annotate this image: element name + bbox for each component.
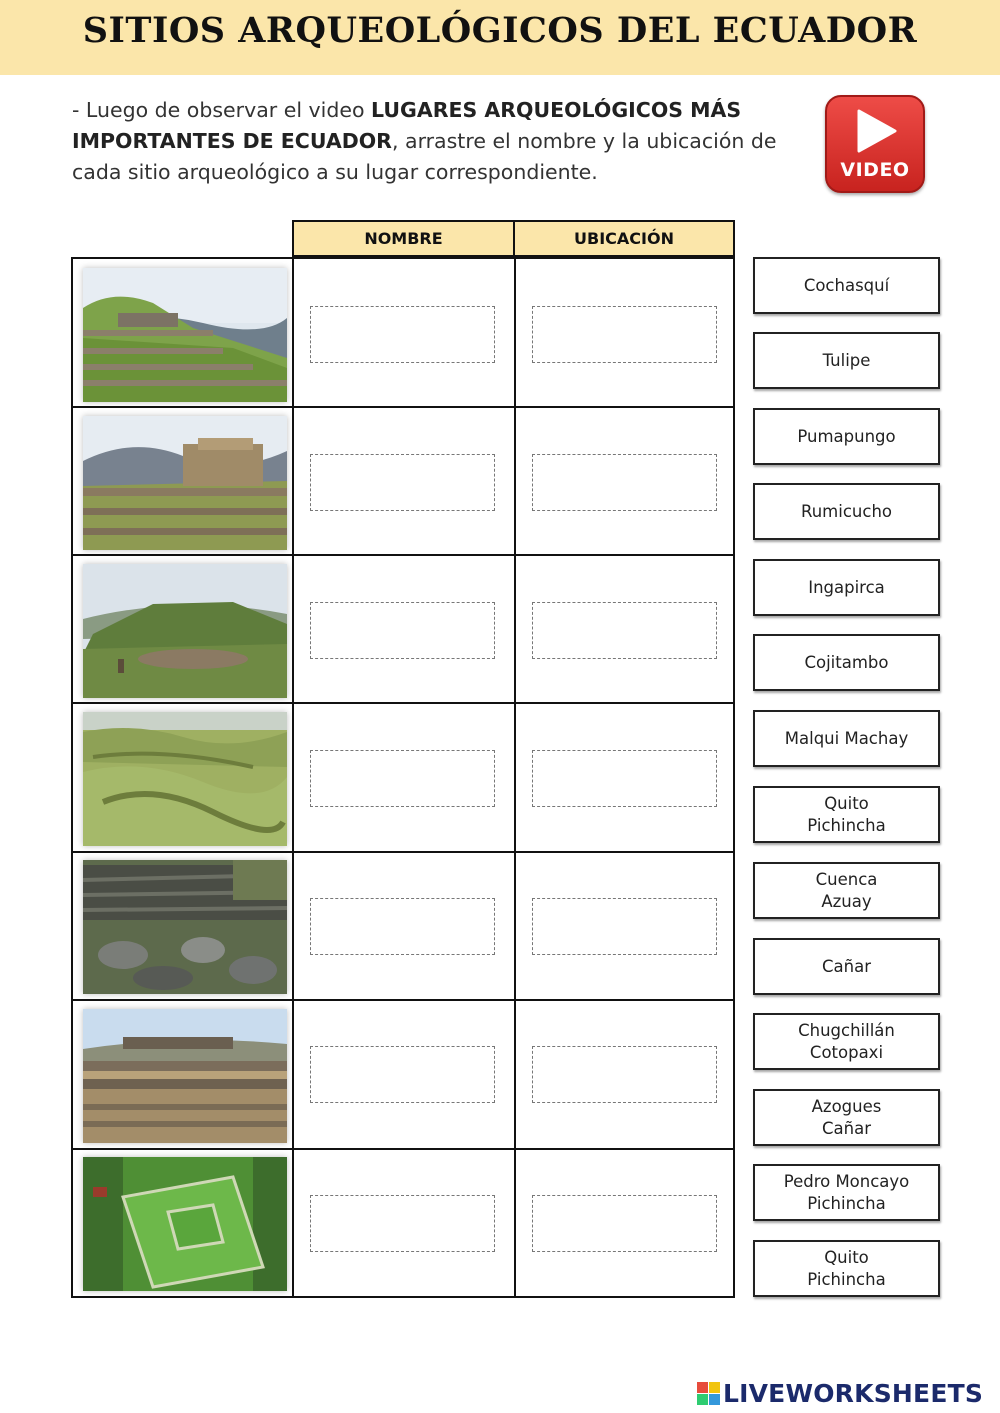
drop-zone-ubicacion[interactable]: [532, 1046, 717, 1103]
stone-wall-ruins-photo: [83, 860, 287, 994]
header-nombre: NOMBRE: [292, 220, 515, 257]
answer-chip[interactable]: Cuenca Azuay: [753, 862, 940, 919]
drop-zone-nombre[interactable]: [310, 306, 495, 363]
answer-chip[interactable]: Cojitambo: [753, 634, 940, 691]
drop-zone-ubicacion[interactable]: [532, 602, 717, 659]
liveworksheets-logo: [697, 1376, 983, 1410]
row-divider: [73, 1148, 733, 1150]
drop-zone-ubicacion[interactable]: [532, 750, 717, 807]
logo-square: [697, 1394, 708, 1405]
row-divider: [73, 406, 733, 408]
instructions-prefix: - Luego de observar el video: [72, 98, 372, 122]
drop-zone-nombre[interactable]: [310, 1195, 495, 1252]
answer-chip[interactable]: Azogues Cañar: [753, 1089, 940, 1146]
row-divider: [73, 554, 733, 556]
column-divider: [514, 259, 516, 1296]
page-title: SITIOS ARQUEOLÓGICOS DEL ECUADOR: [82, 10, 918, 51]
instructions-suffix: , arrastre el nombre y la ubicación de cada sitio arqueológico a su lugar correspondiente.: [72, 129, 777, 184]
answer-chip[interactable]: Malqui Machay: [753, 710, 940, 767]
drop-zone-ubicacion[interactable]: [532, 898, 717, 955]
play-icon: [855, 109, 897, 153]
answer-chip[interactable]: Ingapirca: [753, 559, 940, 616]
header-bar: [0, 0, 1000, 75]
drop-zone-ubicacion[interactable]: [532, 306, 717, 363]
drop-zone-ubicacion[interactable]: [532, 454, 717, 511]
logo-square: [709, 1382, 720, 1393]
row-divider: [73, 851, 733, 853]
drop-zone-nombre[interactable]: [310, 750, 495, 807]
drop-zone-nombre[interactable]: [310, 898, 495, 955]
row-divider: [73, 999, 733, 1001]
answer-chip[interactable]: Rumicucho: [753, 483, 940, 540]
video-label: VIDEO: [840, 159, 910, 181]
grassy-pyramid-mound-photo: [83, 564, 287, 698]
answer-chip[interactable]: Quito Pichincha: [753, 786, 940, 843]
instructions-text: [72, 95, 817, 188]
match-table: [71, 257, 735, 1298]
column-divider: [292, 259, 294, 1296]
answer-chip[interactable]: Pumapungo: [753, 408, 940, 465]
brand-name: LIVEWORKSHEETS: [723, 1378, 984, 1408]
ingapirca-temple-photo: [83, 416, 287, 550]
logo-squares-icon: [697, 1382, 720, 1405]
aerial-green-enclosure-photo: [83, 1157, 287, 1291]
logo-square: [697, 1382, 708, 1393]
answer-chip[interactable]: Quito Pichincha: [753, 1240, 940, 1297]
video-title-bold: LUGARES ARQUEOLÓGICOS MÁS IMPORTANTES DE ECUADOR: [72, 98, 742, 153]
drop-zone-nombre[interactable]: [310, 602, 495, 659]
drop-zone-nombre[interactable]: [310, 454, 495, 511]
row-divider: [73, 702, 733, 704]
logo-square: [709, 1394, 720, 1405]
answer-chip[interactable]: Pedro Moncayo Pichincha: [753, 1164, 940, 1221]
green-hills-earthworks-photo: [83, 712, 287, 846]
terraced-ruins-photo: [83, 268, 287, 402]
drop-zone-ubicacion[interactable]: [532, 1195, 717, 1252]
header-ubicacion: UBICACIÓN: [513, 220, 735, 257]
answer-chip[interactable]: Cochasquí: [753, 257, 940, 314]
answer-chip[interactable]: Chugchillán Cotopaxi: [753, 1013, 940, 1070]
answer-chip[interactable]: Cañar: [753, 938, 940, 995]
answer-chip[interactable]: Tulipe: [753, 332, 940, 389]
drop-zone-nombre[interactable]: [310, 1046, 495, 1103]
stone-terrace-fortress-photo: [83, 1009, 287, 1143]
video-button[interactable]: [825, 95, 925, 193]
